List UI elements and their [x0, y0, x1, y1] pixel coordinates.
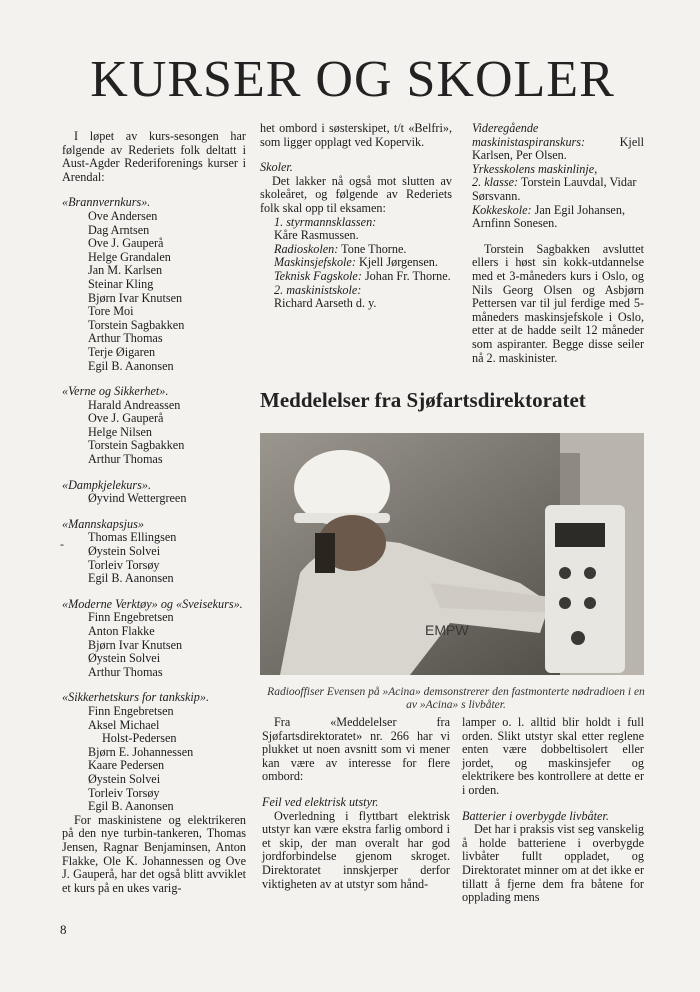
course-block — [62, 518, 246, 586]
list-item: Arthur Thomas — [88, 664, 163, 679]
column-5 — [462, 716, 644, 905]
list-item: Tore Moi — [88, 304, 134, 319]
column-2 — [260, 122, 452, 311]
list-item: Kaare Pedersen — [88, 758, 165, 773]
list-item: Terje Øigaren — [88, 344, 156, 359]
list-item: Maskinsjefskole: Kjell Jørgensen. — [274, 255, 438, 270]
exam-list — [260, 216, 452, 311]
course-name: «Verne og Sikkerhet». — [62, 384, 169, 399]
list-item: Egil B. Aanonsen — [88, 571, 174, 586]
list-item: Finn Engebretsen — [88, 610, 174, 625]
list-item: Bjørn Ivar Knutsen — [88, 290, 183, 305]
list-item: Aksel Michael — [88, 717, 160, 732]
list-item: Holst-Pedersen — [102, 731, 177, 746]
list-item: Steinar Kling — [88, 276, 154, 291]
list-item: Ove J. Gauperå — [88, 411, 164, 426]
radio-display — [555, 523, 605, 547]
photo-caption: Radiooffiser Evensen på »Acina» demsonstrerer den fastmonterte nødradioen i en av »Acina» s livbåter. — [267, 686, 645, 711]
list-item: Arthur Thomas — [88, 331, 163, 346]
list-item: Thomas Ellingsen — [88, 530, 177, 545]
list-item: Kokkeskole: Jan Egil Johansen, Arnfinn Sonesen. — [472, 202, 625, 231]
page-number: 8 — [60, 922, 67, 937]
paragraph: Torstein Sagbakken avsluttet ellers i høst sin kokk-utdannelse med et 3-måneders kurs i Oslo, og Nils Georg Olsen og Asbjørn Pettersen var til jul ferdige med 5-måneders maskinsjefskole i Oslo, etter at de hadde seilt 12 måneder som aspiranter. Begge disse seiler nå 2. maskinister. — [472, 241, 644, 365]
radio-knob — [559, 597, 571, 609]
course-block — [62, 691, 246, 813]
course-block — [62, 196, 246, 373]
list-item: Bjørn E. Johannessen — [88, 744, 194, 759]
course-block — [62, 385, 246, 467]
radio-knob — [559, 567, 571, 579]
list-item: Radioskolen: Tone Thorne. — [274, 241, 407, 256]
course-name: «Moderne Verktøy» og «Sveisekurs». — [62, 596, 243, 611]
people-list — [62, 492, 246, 506]
list-item: Egil B. Aanonsen — [88, 799, 174, 814]
section-heading: Meddelelser fra Sjøfartsdirektoratet — [260, 388, 586, 412]
subheading: Feil ved elektrisk utstyr. — [262, 794, 379, 809]
course-block — [62, 479, 246, 506]
list-item: 1. styrmannsklassen: Kåre Rasmussen. — [274, 214, 377, 243]
list-item: Øyvind Wettergreen — [88, 491, 187, 506]
paragraph: lamper o. l. alltid blir holdt i full orden. Slikt utstyr skal etter reglene enten være dobbeltisolert eller jordet, og maskinsjefer og elektrikere bes kontrollere at dette er i orden. — [462, 715, 644, 797]
people-list — [62, 531, 246, 585]
list-item: Finn Engebretsen — [88, 703, 174, 718]
list-item: Jan M. Karlsen — [88, 263, 163, 278]
course-block — [62, 598, 246, 680]
column-1 — [62, 130, 246, 895]
intro-paragraph: Fra «Meddelelser fra Sjøfartsdirektoratet» nr. 266 har vi plukket ut noen avsnitt som vi mener kan være av interesse for flere ombord: — [262, 715, 450, 784]
people-list — [62, 611, 246, 679]
list-item: Torstein Sagbakken — [88, 438, 185, 453]
list-item: Torleiv Torsøy — [88, 557, 160, 572]
people-list — [62, 705, 246, 814]
list-item: Egil B. Aanonsen — [88, 358, 174, 373]
stray-dash: - — [60, 537, 64, 551]
list-item: Anton Flakke — [88, 624, 155, 638]
paragraph: Det har i praksis vist seg vanskelig å holde batteriene i overbygde livbåter fullt oppladet, og Direktoratet minner om at det ikke er tillatt å fjerne dem fra båtene for opplading mens — [462, 822, 644, 905]
subheading: Batterier i overbygde livbåter. — [462, 808, 609, 823]
list-item: 2. maskinistskole: Richard Aarseth d. y. — [274, 282, 377, 311]
radio-knob — [571, 631, 585, 645]
photo-illustration — [260, 433, 644, 675]
schools-heading: Skoler. — [260, 160, 293, 175]
list-item: Torleiv Torsøy — [88, 785, 160, 800]
column-4 — [262, 716, 450, 891]
list-item: Teknisk Fagskole: Johan Fr. Thorne. — [274, 268, 451, 283]
list-item: Helge Nilsen — [88, 424, 152, 439]
worker-hair — [315, 533, 335, 573]
schools-paragraph: Det lakker nå også mot slutten av skoleåret, og følgende av Rederiets folk skal opp til eksamen: — [260, 173, 452, 215]
list-item: Videregående maskinistaspiranskurs: Kjell Karlsen, Per Olsen. — [472, 121, 644, 163]
column-3 — [472, 122, 644, 365]
intro-paragraph: I løpet av kurs-sesongen har følgende av Rederiets folk deltatt i Aust-Agder Rederiforenings kurser i Arendal: — [62, 129, 246, 184]
list-item: Arthur Thomas — [88, 452, 163, 467]
course-name: «Sikkerhetskurs for tankskip». — [62, 690, 210, 705]
course-name: «Dampkjelekurs». — [62, 477, 152, 492]
course-name: «Mannskapsjus» — [62, 516, 144, 531]
page-title: KURSER OG SKOLER — [90, 51, 615, 108]
list-item: Øystein Solvei — [88, 651, 161, 666]
people-list — [62, 210, 246, 373]
list-item: Harald Andreassen — [88, 397, 181, 412]
radio-knob — [584, 567, 596, 579]
jacket-lettering: EMPW — [425, 622, 469, 638]
people-list — [62, 399, 246, 467]
list-item: 2. klasse: Torstein Lauvdal, Vidar Sørsvann. — [472, 175, 637, 203]
list-item: Ove Andersen — [88, 208, 158, 223]
list-item: Øystein Solvei — [88, 771, 161, 786]
list-item: Yrkesskolens maskinlinje, — [472, 161, 598, 176]
radio-knob — [584, 597, 596, 609]
photo-radio-officer — [260, 433, 644, 675]
list-item: Dag Arntsen — [88, 222, 150, 237]
continued-paragraph: het ombord i søsterskipet, t/t «Belfri», som ligger opplagt ved Kopervik. — [260, 121, 452, 149]
list-item: Øystein Solvei — [88, 544, 161, 559]
outro-paragraph: For maskinistene og elektrikeren på den nye turbin-tankeren, Thomas Jensen, Ragnar Benjaminsen, Anton Flakke, Ole K. Johannessen og Ove J. Gauperå, har det også blitt avviklet et kurs på en ukes varig- — [62, 812, 246, 895]
list-item: Torstein Sagbakken — [88, 317, 185, 332]
list-item: Ove J. Gauperå — [88, 236, 164, 251]
list-item: Helge Grandalen — [88, 249, 171, 264]
list-item: Bjørn Ivar Knutsen — [88, 637, 183, 652]
course-name: «Brannvernkurs». — [62, 195, 151, 210]
paragraph: Overledning i flyttbart elektrisk utstyr kan være ekstra farlig ombord i et skip, der man overalt har god jordforbindelse gjenom skroget. Direktoratet innskjerper derfor viktigheten av at utstyr som hånd- — [262, 808, 450, 891]
